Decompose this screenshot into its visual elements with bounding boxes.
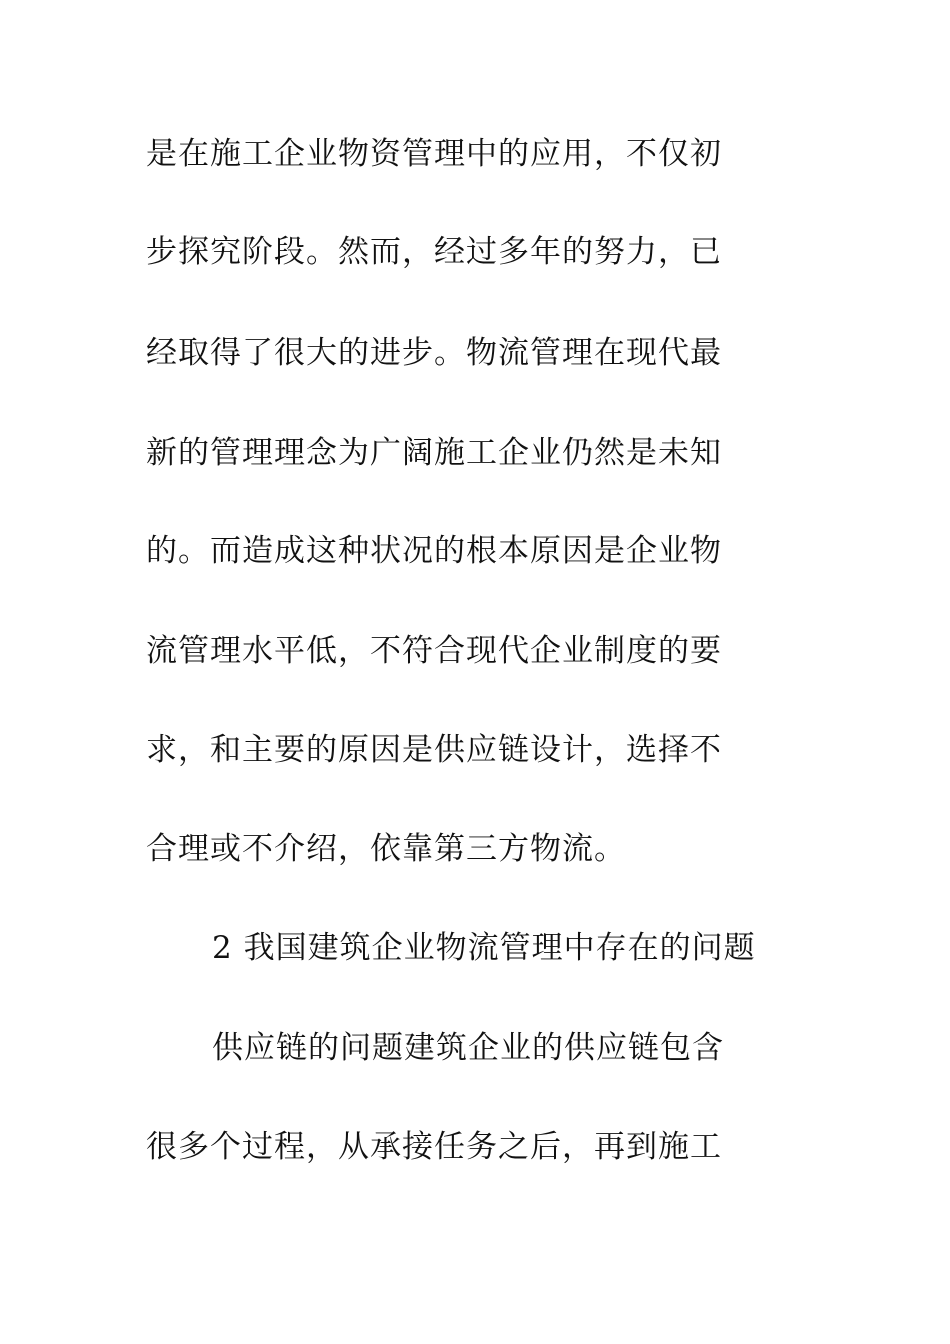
text-line: 经取得了很大的进步。物流管理在现代最 [146, 335, 722, 371]
text-line: 新的管理理念为广阔施工企业仍然是未知 [146, 435, 722, 471]
text-line: 求，和主要的原因是供应链设计，选择不 [146, 732, 722, 768]
text-line: 的。而造成这种状况的根本原因是企业物 [146, 533, 722, 569]
text-line: 步探究阶段。然而，经过多年的努力，已 [146, 234, 722, 270]
text-line: 流管理水平低，不符合现代企业制度的要 [146, 633, 722, 669]
section-heading: 2 我国建筑企业物流管理中存在的问题 [212, 930, 756, 966]
text-line: 是在施工企业物资管理中的应用，不仅初 [146, 136, 722, 172]
paragraph-first-line: 供应链的问题建筑企业的供应链包含 [212, 1030, 724, 1066]
text-line: 合理或不介绍，依靠第三方物流。 [146, 831, 626, 867]
text-line: 很多个过程，从承接任务之后，再到施工 [146, 1129, 722, 1165]
